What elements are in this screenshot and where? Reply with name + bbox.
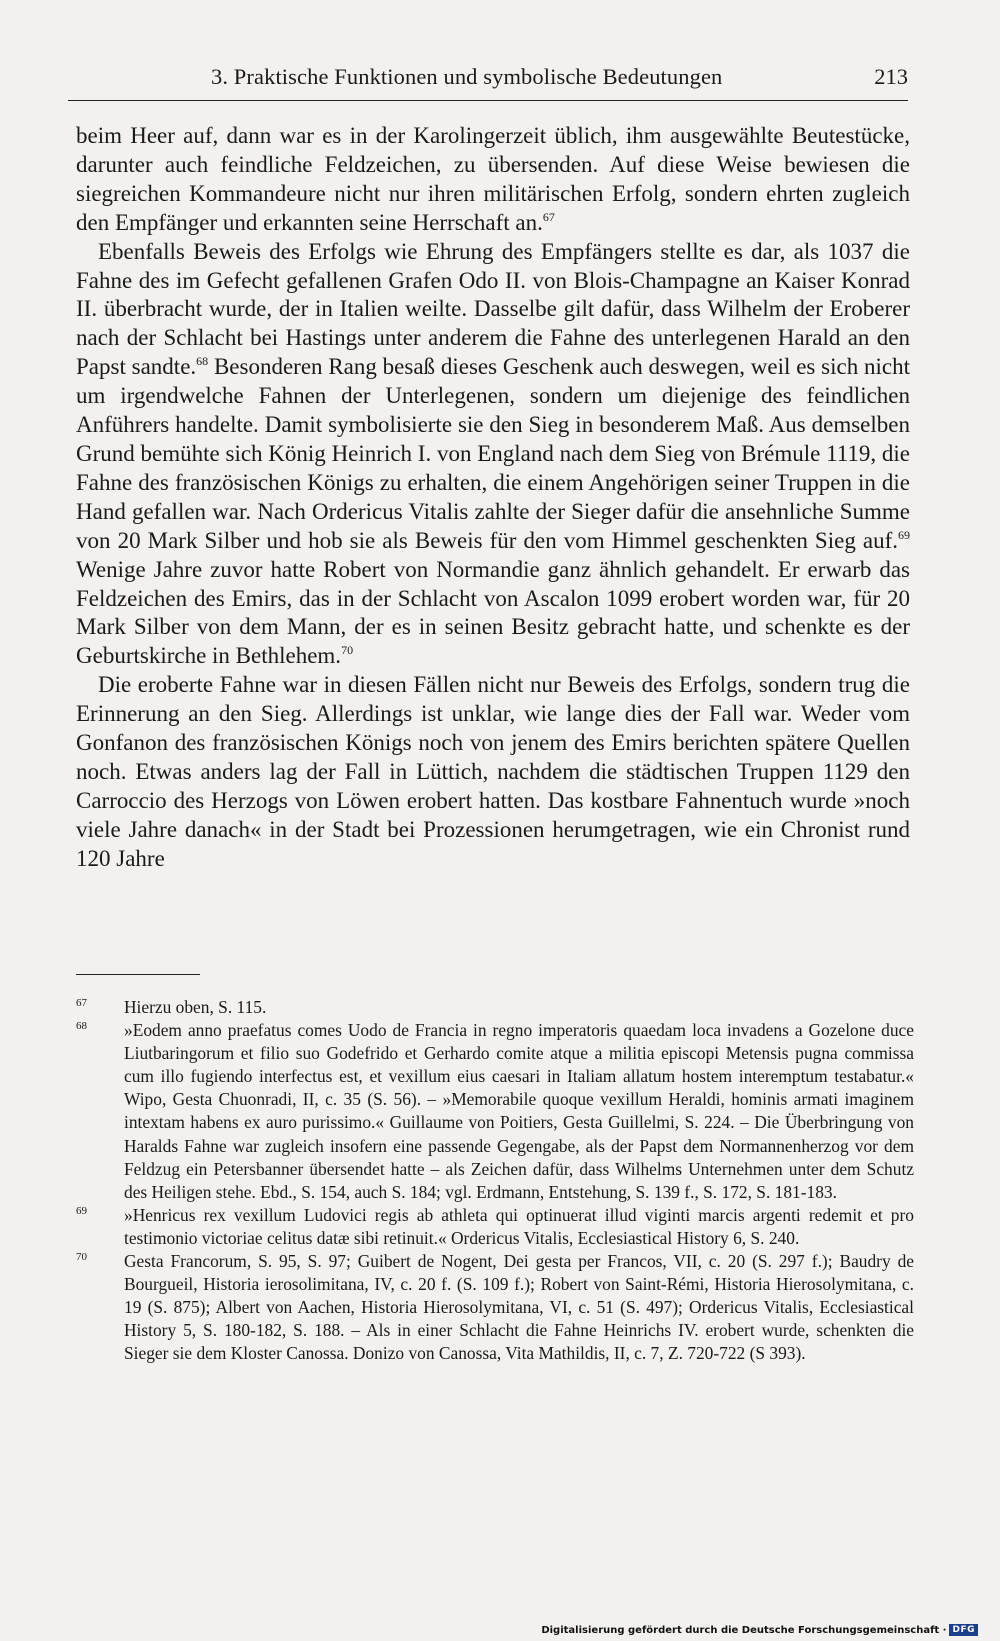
body-paragraph (76, 671, 910, 873)
page-number: 213 (874, 64, 908, 89)
footnote-text: Hierzu oben, S. 115. (124, 997, 267, 1017)
running-header (68, 62, 908, 101)
footnotes (76, 996, 914, 1366)
body-paragraph (76, 238, 910, 672)
digitization-credit (541, 1624, 978, 1636)
footnote-separator (76, 974, 200, 975)
footnote (76, 1204, 914, 1250)
footnote-reference[interactable]: 69 (898, 527, 910, 542)
footnote-number: 69 (76, 1204, 87, 1217)
footnote-number: 70 (76, 1251, 87, 1264)
paragraph-text: Wenige Jahre zuvor hatte Robert von Normandie ganz ähnlich gehandelt. Er erwarb das Feldzeichen des Emirs, das in der Schlacht von Ascalon 1099 erobert worden war, für 20 Mark Silber von dem Mann, der es in seinen Besitz gebracht hatte, und schenkte es der Geburtskirche in Bethlehem. (76, 556, 910, 669)
footnote-number: 67 (76, 997, 87, 1009)
paragraph-text: beim Heer auf, dann war es in der Karolingerzeit üblich, ihm ausgewählte Beutestücke, darunter auch feindliche Feldzeichen, zu übersenden. Auf diese Weise bewiesen die siegreichen Kommandeure nicht nur ihren militärischen Erfolg, sondern ehrten zugleich den Empfänger und erkannten seine Herrschaft an. (76, 123, 910, 235)
footnote-reference[interactable]: 68 (196, 354, 209, 369)
paragraph-text: Besonderen Rang besaß dieses Geschenk auch deswegen, weil es sich nicht um irgendwelche Fahnen der Unterlegenen, sondern um diejenige des feindlichen Anführers handelte. Damit symbolisierte sie den Sieg in besonderem Maß. Aus demselben Grund bemühte sich König Heinrich I. von England nach dem Sieg von Brémule 1119, die Fahne des französischen Königs zu erhalten, die einem Angehörigen seiner Truppen in die Hand gefallen war. Nach Ordericus Vitalis zahlte der Sieger dafür die ansehnliche Summe von 20 Mark Silber und hob sie als Beweis für den vom Himmel geschenkten Sieg auf. (76, 354, 910, 553)
footnote (76, 1019, 914, 1204)
footnote-reference[interactable]: 70 (341, 643, 354, 658)
footnote-text: Gesta Francorum, S. 95, S. 97; Guibert de Nogent, Dei gesta per Francos, VII, c. 20 (S. 297 f.); Baudry de Bourgueil, Historia ierosolimitana, IV, c. 20 f. (S. 109 f.); Robert von Saint-Rémi, Historia Hierosolymitana, c. 19 (S. 875); Albert von Aachen, Historia Hierosolymitana, VI, c. 51 (S. 497); Ordericus Vitalis, Ecclesiastical History 5, S. 180-182, S. 188. – Als in einer Schlacht die Fahne Heinrichs IV. erobert wurde, schenkten die Sieger sie dem Kloster Canossa. Donizo von Canossa, Vita Mathildis, II, c. 7, Z. 720-722 (S 393). (124, 1251, 914, 1364)
footnote (76, 996, 914, 1019)
credit-text: Digitalisierung gefördert durch die Deutsche Forschungsgemeinschaft · (541, 1624, 947, 1636)
running-title: 3. Praktische Funktionen und symbolische Bedeutungen (211, 64, 723, 89)
body-paragraph (76, 122, 910, 238)
dfg-logo-icon: DFG (949, 1624, 978, 1636)
footnote-text: »Eodem anno praefatus comes Uodo de Francia in regno imperatoris quaedam loca invadens a Gozelone duce Liutbaringorum et filio suo Godefrido et Gerhardo comite atque a militia episcopi Metensis pugna commissa cum illo fugiendo interfectus est, et vexillum eius caesari in Italiam allatum hostem interemptum testabatur.« Wipo, Gesta Chuonradi, II, c. 35 (S. 56). – »Memorabile quoque vexillum Heraldi, hominis armati imaginem intextam habens ex auro purissimo.« Guillaume von Poitiers, Gesta Guillelmi, S. 224. – Die Überbringung von Haralds Fahne war zugleich insofern eine passende Gegengabe, als der Papst dem Normannenherzog vor dem Feldzug ein Petersbanner übersendet hatte – als Zeichen dafür, dass Wilhelms Unternehmen unter dem Schutz des Heiligen stehe. Ebd., S. 154, auch S. 184; vgl. Erdmann, Entstehung, S. 139 f., S. 172, S. 181-183. (124, 1020, 914, 1202)
paragraph-text: Ebenfalls Beweis des Erfolgs wie Ehrung des Empfängers stellte es dar, als 1037 die Fahne des im Gefecht gefallenen Grafen Odo II. von Blois-Champagne an Kaiser Konrad II. überbracht wurde, der in Italien weilte. Dasselbe gilt dafür, dass Wilhelm der Eroberer nach der Schlacht bei Hastings unter anderem die Fahne des unterlegenen Harald an den Papst sandte. (76, 238, 910, 380)
main-text (76, 122, 910, 874)
footnote-text: »Henricus rex vexillum Ludovici regis ab athleta qui optinuerat illud viginti marcis argenti redemit et pro testimonio victoriae celitus datæ sibi retinuit.« Ordericus Vitalis, Ecclesiastical History 6, S. 240. (124, 1204, 914, 1248)
footnote-number: 68 (76, 1020, 87, 1033)
footnote (76, 1250, 914, 1365)
footnote-reference[interactable]: 67 (542, 209, 555, 224)
paragraph-text: Die eroberte Fahne war in diesen Fällen nicht nur Beweis des Erfolgs, sondern trug die Erinnerung an den Sieg. Allerdings ist unklar, wie lange dies der Fall war. Weder vom Gonfanon des französischen Königs noch von jenem des Emirs berichten spätere Quellen noch. Etwas anders lag der Fall in Lüttich, nachdem die städtischen Truppen 1129 den Carroccio des Herzogs von Löwen erobert hatten. Das kostbare Fahnentuch wurde »noch viele Jahre danach« in der Stadt bei Prozessionen herumgetragen, wie ein Chronist rund 120 Jahre (76, 672, 910, 871)
